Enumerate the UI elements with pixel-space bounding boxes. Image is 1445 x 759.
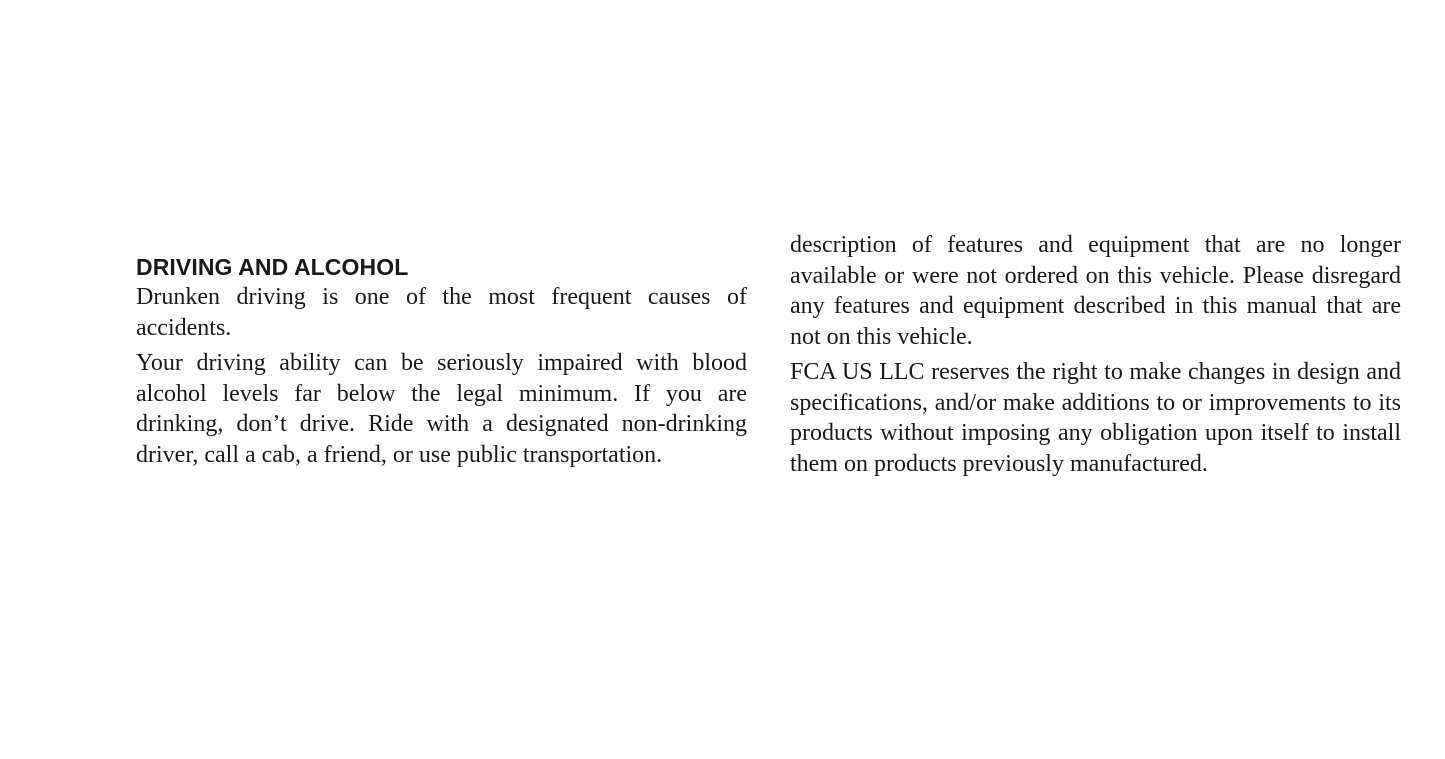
right-column: [790, 230, 1401, 484]
section-heading: DRIVING AND ALCOHOL: [136, 254, 409, 280]
paragraph-drunken-driving: Drunken driving is one of the most frequent causes of accidents.: [136, 284, 747, 341]
left-column: [136, 252, 747, 475]
paragraph-fca-rights: FCA US LLC reserves the right to make changes in design and specifications, and/or make additions to or improvements to its products without imposing any obligation upon itself to install them on products previously manufactured.: [790, 359, 1401, 477]
paragraph-driving-ability: Your driving ability can be seriously impaired with blood alcohol levels far below the legal minimum. If you are drinking, don’t drive. Ride with a designated non-drinking driver, call a cab, a friend, or use public transportation.: [136, 350, 747, 468]
paragraph-features-description: description of features and equipment that are no longer available or were not ordered on this vehicle. Please disregard any features and equipment described in this manual that are not on this vehicle.: [790, 232, 1401, 350]
